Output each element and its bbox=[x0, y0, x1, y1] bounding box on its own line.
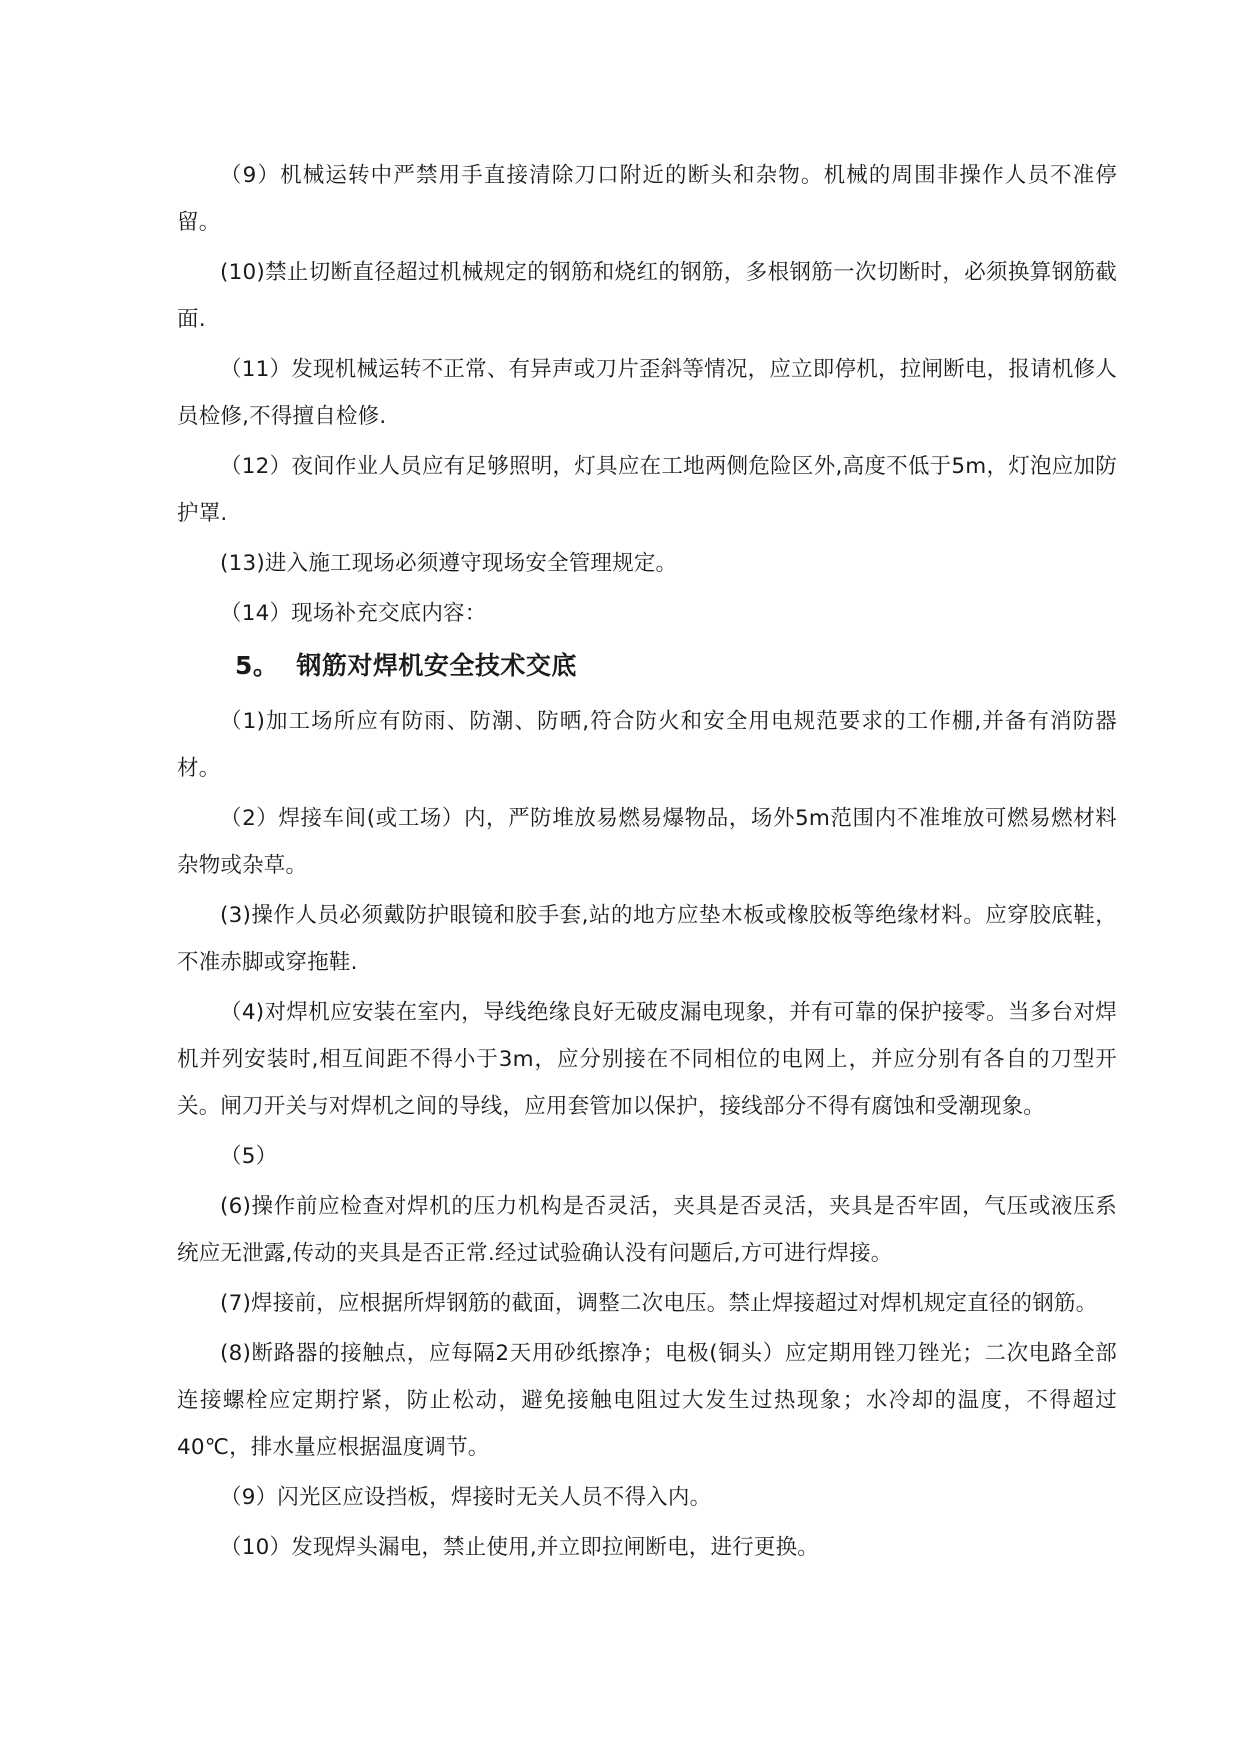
section5-item-3: (3)操作人员必须戴防护眼镜和胶手套,站的地方应垫木板或橡胶板等绝缘材料。应穿胶底鞋，不准赤脚或穿拖鞋. bbox=[177, 903, 1117, 975]
section-heading bbox=[177, 640, 1117, 698]
document-body bbox=[177, 152, 1117, 1574]
paragraph-item-12: （12）夜间作业人员应有足够照明，灯具应在工地两侧危险区外,高度不低于5m，灯泡应加防护罩. bbox=[177, 454, 1117, 526]
section5-item-4: （4)对焊机应安装在室内，导线绝缘良好无破皮漏电现象，并有可靠的保护接零。当多台对焊机并列安装时,相互间距不得小于3m，应分别接在不同相位的电网上，并应分别有各自的刀型开关。闸刀开关与对焊机之间的导线，应用套管加以保护，接线部分不得有腐蚀和受潮现象。 bbox=[177, 1000, 1117, 1119]
section5-item-2: （2）焊接车间(或工场）内，严防堆放易燃易爆物品，场外5m范围内不准堆放可燃易燃材料杂物或杂草。 bbox=[177, 806, 1117, 878]
paragraph-item-14: （14）现场补充交底内容： bbox=[220, 601, 487, 626]
section5-item-10: （10）发现焊头漏电，禁止使用,并立即拉闸断电，进行更换。 bbox=[220, 1535, 819, 1560]
section5-item-6: (6)操作前应检查对焊机的压力机构是否灵活，夹具是否灵活，夹具是否牢固，气压或液压系统应无泄露,传动的夹具是否正常.经过试验确认没有问题后,方可进行焊接。 bbox=[177, 1194, 1117, 1266]
section5-item-1: （1)加工场所应有防雨、防潮、防晒,符合防火和安全用电规范要求的工作棚,并备有消防器材。 bbox=[177, 709, 1117, 781]
section5-item-9: （9）闪光区应设挡板，焊接时无关人员不得入内。 bbox=[220, 1485, 712, 1510]
section5-item-7: (7)焊接前，应根据所焊钢筋的截面，调整二次电压。禁止焊接超过对焊机规定直径的钢筋。 bbox=[220, 1291, 1098, 1316]
paragraph-item-11: （11）发现机械运转不正常、有异声或刀片歪斜等情况，应立即停机，拉闸断电，报请机修人员检修,不得擅自检修. bbox=[177, 357, 1117, 429]
section-number: 5。 bbox=[235, 651, 279, 680]
paragraph-item-9: （9）机械运转中严禁用手直接清除刀口附近的断头和杂物。机械的周围非操作人员不准停留。 bbox=[177, 163, 1117, 235]
section-title: 钢筋对焊机安全技术交底 bbox=[296, 651, 577, 680]
paragraph-item-10: (10)禁止切断直径超过机械规定的钢筋和烧红的钢筋，多根钢筋一次切断时，必须换算钢筋截面. bbox=[177, 260, 1117, 332]
section5-item-8: (8)断路器的接触点，应每隔2天用砂纸擦净；电极(铜头）应定期用锉刀锉光；二次电路全部连接螺栓应定期拧紧，防止松动，避免接触电阻过大发生过热现象；水冷却的温度，不得超过40℃，排水量应根据温度调节。 bbox=[177, 1341, 1117, 1460]
section5-item-5: （5） bbox=[220, 1144, 278, 1169]
paragraph-item-13: (13)进入施工现场必须遵守现场安全管理规定。 bbox=[220, 551, 678, 576]
